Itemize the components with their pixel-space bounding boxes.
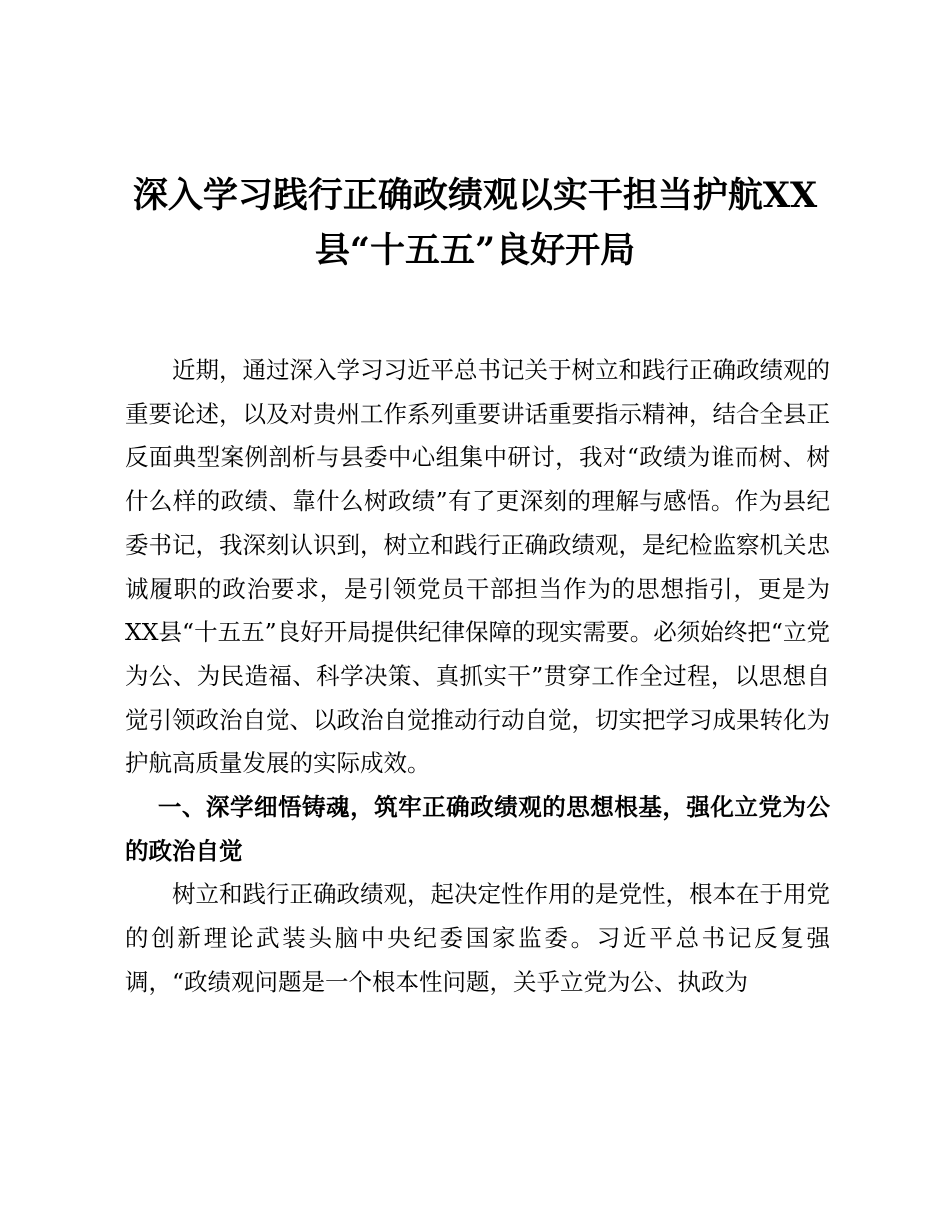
title-line-2: 县“十五五”良好开局 [314,230,636,271]
intro-paragraph: 近期，通过深入学习习近平总书记关于树立和践行正确政绩观的重要论述，以及对贵州工作系列重要讲话重要指示精神，结合全县正反面典型案例剖析与县委中心组集中研讨，我对“政绩为谁而树、树什么样的政绩、靠什么树政绩”有了更深刻的理解与感悟。作为县纪委书记，我深刻认识到，树立和践行正确政绩观，是纪检监察机关忠诚履职的政治要求，是引领党员干部担当作为的思想指引，更是为XX县“十五五”良好开局提供纪律保障的现实需要。必须始终把“立党为公、为民造福、科学决策、真抓实干”贯穿工作全过程，以思想自觉引领政治自觉、以政治自觉推动行动自觉，切实把学习成果转化为护航高质量发展的实际成效。 [125,356,830,778]
section-1-paragraph: 树立和践行正确政绩观，起决定性作用的是党性，根本在于用党的创新理论武装头脑中央纪委国家监委。习近平总书记反复强调，“政绩观问题是一个根本性问题，关乎立党为公、执政为 [125,880,830,996]
document-title [120,168,830,278]
section-heading-1: 一、深学细悟铸魂，筑牢正确政绩观的思想根基，强化立党为公的政治自觉 [125,793,830,865]
title-line-1: 深入学习践行正确政绩观以实干担当护航XX [132,175,818,216]
document-body [125,349,830,1005]
